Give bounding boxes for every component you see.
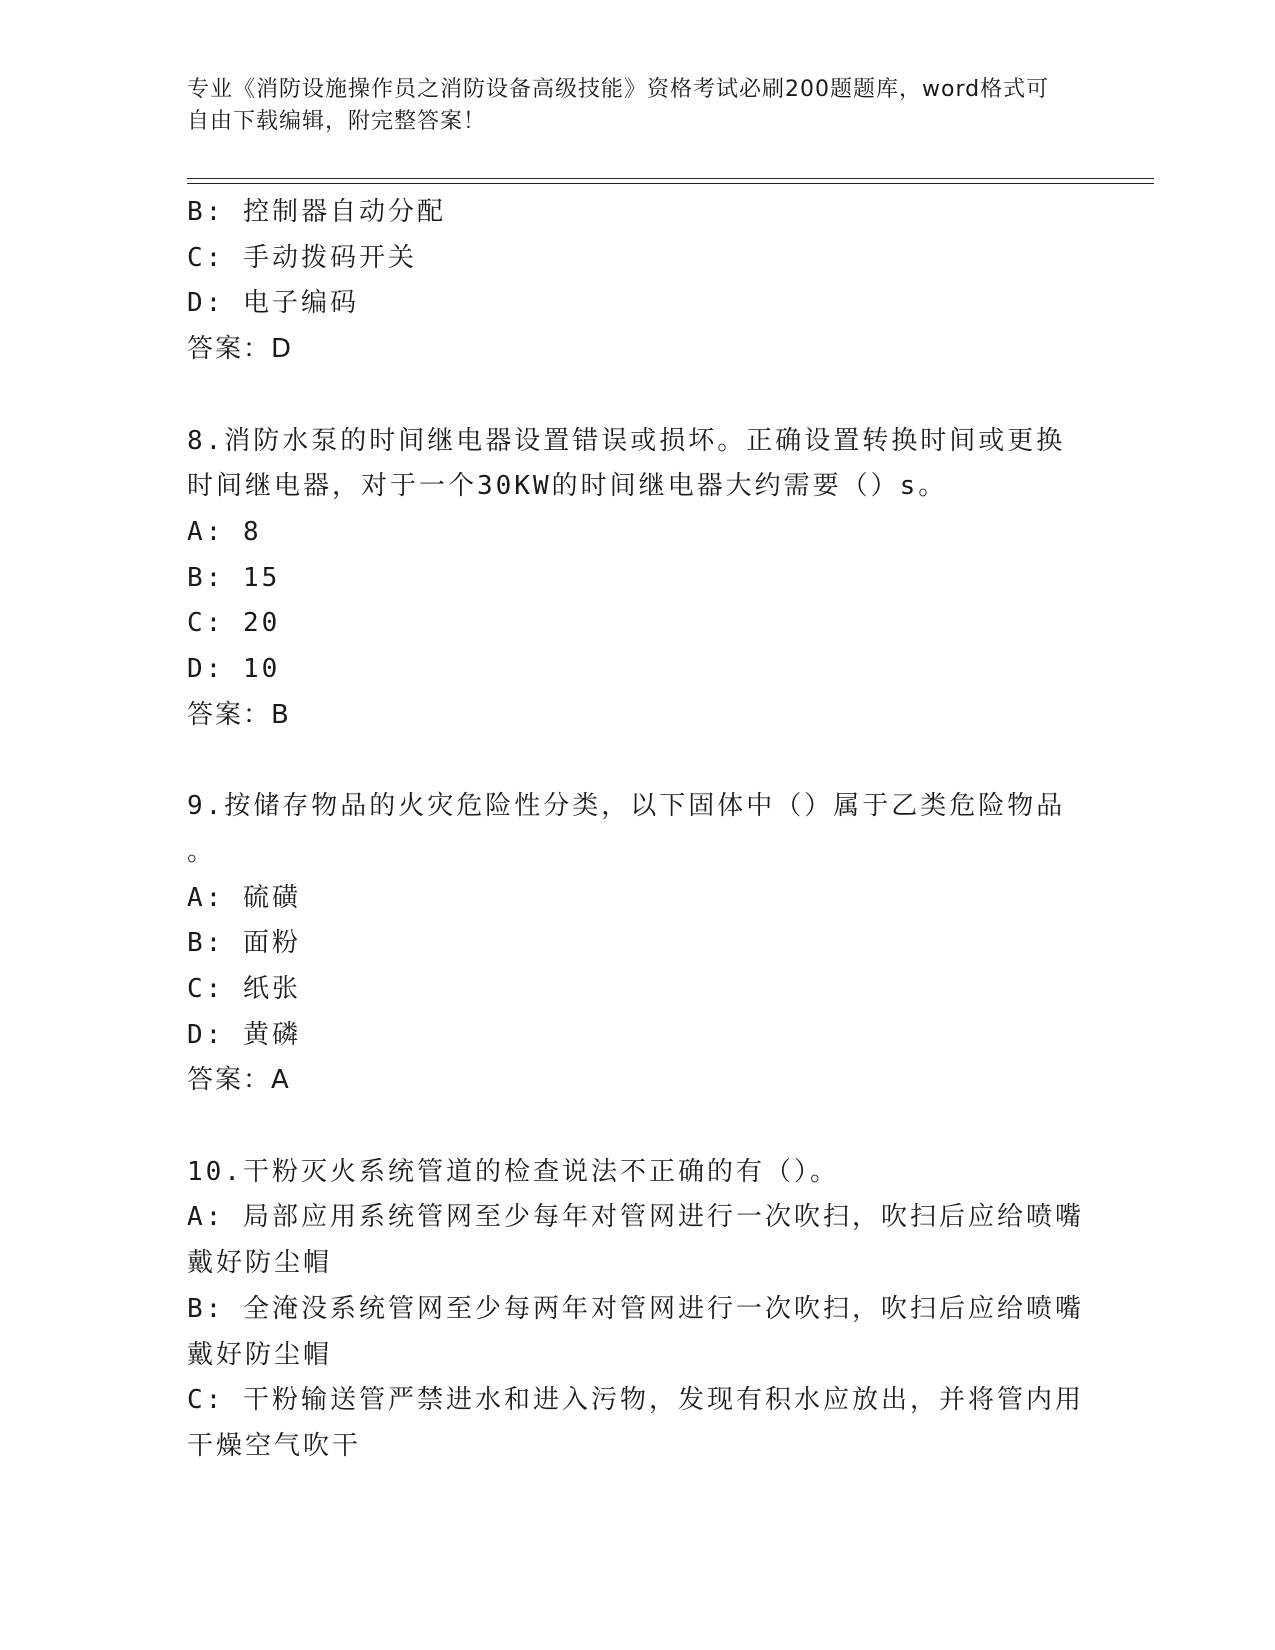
option-c: C: 干粉输送管严禁进水和进入污物，发现有积水应放出，并将管内用 bbox=[187, 1385, 1084, 1416]
option-a: A: 硫磺 bbox=[187, 882, 301, 913]
option-b: B: 控制器自动分配 bbox=[187, 197, 446, 227]
option-a-cont: 戴好防尘帽 bbox=[187, 1248, 333, 1279]
option-b-cont: 戴好防尘帽 bbox=[187, 1339, 333, 1370]
option-c: C: 手动拨码开关 bbox=[187, 242, 417, 273]
option-d: D: 黄磷 bbox=[187, 1019, 301, 1050]
option-a: A: 8 bbox=[187, 516, 262, 547]
header-rule-top bbox=[187, 178, 1154, 179]
question-stem-cont: 。 bbox=[187, 836, 217, 867]
spacer bbox=[187, 738, 1087, 784]
question-10 bbox=[187, 1150, 1087, 1470]
option-c-cont: 干燥空气吹干 bbox=[187, 1430, 362, 1461]
option-c: C: 纸张 bbox=[187, 973, 301, 1004]
option-d: D: 电子编码 bbox=[187, 288, 359, 319]
option-b: B: 全淹没系统管网至少每两年对管网进行一次吹扫，吹扫后应给喷嘴 bbox=[187, 1293, 1084, 1324]
question-stem-cont: 时间继电器，对于一个30KW的时间继电器大约需要（）s。 bbox=[187, 471, 948, 502]
option-b: B: 面粉 bbox=[187, 928, 301, 959]
question-list bbox=[187, 190, 1087, 1470]
answer: 答案：A bbox=[187, 1065, 291, 1096]
answer: 答案：D bbox=[187, 334, 294, 365]
question-stem: 10.干粉灭火系统管道的检查说法不正确的有（）。 bbox=[187, 1156, 839, 1187]
question-9 bbox=[187, 784, 1087, 1104]
question-8 bbox=[187, 419, 1087, 739]
option-c: C: 20 bbox=[187, 608, 281, 639]
option-b: B: 15 bbox=[187, 562, 281, 593]
option-a: A: 局部应用系统管网至少每年对管网进行一次吹扫，吹扫后应给喷嘴 bbox=[187, 1202, 1084, 1233]
option-d: D: 10 bbox=[187, 654, 281, 685]
spacer bbox=[187, 1104, 1087, 1150]
document-header: 专业《消防设施操作员之消防设备高级技能》资格考试必刷200题题库，word格式可自由下载编辑，附完整答案！ bbox=[187, 77, 1050, 134]
header-rule-bottom bbox=[187, 183, 1154, 184]
answer: 答案：B bbox=[187, 699, 291, 730]
question-7 bbox=[187, 190, 1087, 373]
spacer bbox=[187, 373, 1087, 419]
question-stem: 9.按储存物品的火灾危险性分类，以下固体中（）属于乙类危险物品 bbox=[187, 791, 1066, 822]
question-stem: 8.消防水泵的时间继电器设置错误或损坏。正确设置转换时间或更换 bbox=[187, 425, 1066, 456]
